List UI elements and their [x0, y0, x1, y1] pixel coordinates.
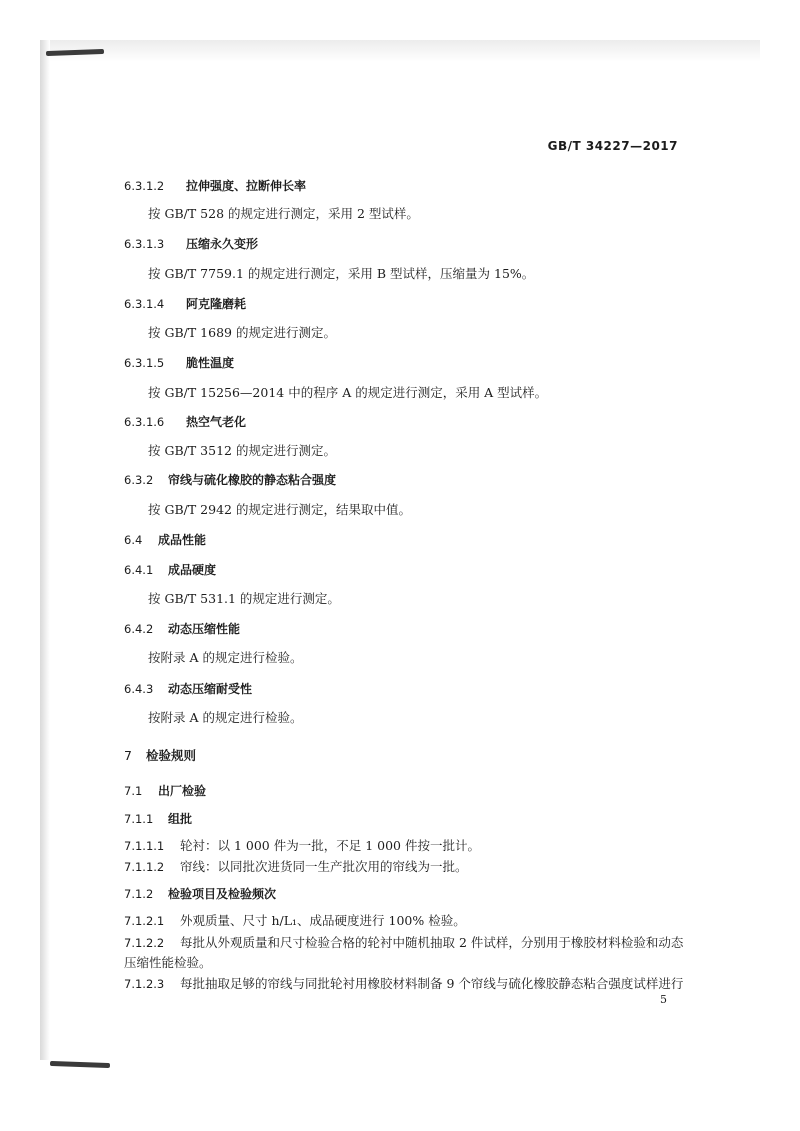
section-heading: [124, 355, 234, 371]
item-number: 7.1.2.3: [124, 977, 165, 991]
section-heading: [124, 414, 246, 430]
section-heading: [124, 178, 306, 194]
section-title: 成品硬度: [168, 563, 217, 577]
paragraph: 按 GB/T 1689 的规定进行测定。: [148, 325, 336, 340]
item-number: 7.1.1.2: [124, 860, 165, 874]
section-title: 热空气老化: [186, 415, 247, 429]
paragraph: 按 GB/T 2942 的规定进行测定，结果取中值。: [148, 502, 411, 517]
paragraph: 按 GB/T 3512 的规定进行测定。: [148, 443, 336, 458]
chapter-heading: [124, 748, 196, 764]
section-number: 7.1.2: [124, 887, 154, 901]
section-heading: [124, 886, 276, 902]
item-text: 外观质量、尺寸 h/L₁、成品硬度进行 100% 检验。: [180, 913, 466, 928]
section-heading: [124, 562, 216, 578]
item-text: 帘线：以同批次进货同一生产批次用的帘线为一批。: [180, 859, 468, 874]
section-number: 6.3.1.5: [124, 356, 165, 370]
paragraph: 按 GB/T 528 的规定进行测定，采用 2 型试样。: [148, 206, 419, 221]
section-heading: [124, 811, 192, 827]
section-heading: [124, 472, 336, 488]
section-number: 6.3.1.2: [124, 179, 165, 193]
section-number: 6.4.1: [124, 563, 154, 577]
item-text: 每批从外观质量和尺寸检验合格的轮衬中随机抽取 2 件试样，分别用于橡胶材料检验和动态: [180, 935, 684, 950]
item-number: 7.1.2.1: [124, 914, 165, 928]
section-title: 脆性温度: [186, 356, 235, 370]
section-number: 6.4: [124, 533, 143, 547]
section-heading: [124, 296, 246, 312]
list-item: [124, 976, 683, 992]
section-heading: [124, 532, 206, 548]
binding-mark-bottom: [50, 1061, 110, 1068]
paragraph: 按附录 A 的规定进行检验。: [148, 650, 303, 665]
section-number: 6.3.1.3: [124, 237, 165, 251]
chapter-number: 7: [124, 748, 132, 763]
item-text: 轮衬：以 1 000 件为一批，不足 1 000 件按一批计。: [180, 838, 480, 853]
section-title: 组批: [168, 812, 193, 826]
page-number: 5: [660, 993, 667, 1006]
section-heading: [124, 783, 206, 799]
section-number: 6.3.1.6: [124, 415, 165, 429]
standard-code: GB/T 34227—2017: [547, 139, 678, 153]
section-title: 阿克隆磨耗: [186, 297, 247, 311]
paragraph: 按附录 A 的规定进行检验。: [148, 710, 303, 725]
section-title: 动态压缩性能: [168, 622, 241, 636]
list-item: [124, 838, 480, 854]
paragraph: 按 GB/T 7759.1 的规定进行测定，采用 B 型试样，压缩量为 15%。: [148, 266, 535, 281]
section-number: 6.3.2: [124, 473, 154, 487]
list-item: [124, 913, 466, 929]
section-number: 6.4.3: [124, 682, 154, 696]
section-number: 7.1.1: [124, 812, 154, 826]
chapter-title: 检验规则: [146, 748, 197, 763]
section-number: 7.1: [124, 784, 143, 798]
section-heading: [124, 621, 240, 637]
item-number: 7.1.2.2: [124, 936, 165, 950]
paragraph: 按 GB/T 15256—2014 中的程序 A 的规定进行测定，采用 A 型试样。: [148, 385, 548, 400]
item-text: 每批抽取足够的帘线与同批轮衬用橡胶材料制备 9 个帘线与硫化橡胶静态粘合强度试样进行: [180, 976, 684, 991]
section-title: 出厂检验: [158, 784, 207, 798]
list-item: [124, 935, 683, 951]
paragraph-continuation: 压缩性能检验。: [124, 955, 212, 970]
section-title: 压缩永久变形: [186, 237, 259, 251]
section-heading: [124, 236, 258, 252]
section-heading: [124, 681, 252, 697]
list-item: [124, 859, 468, 875]
section-number: 6.4.2: [124, 622, 154, 636]
item-number: 7.1.1.1: [124, 839, 165, 853]
section-number: 6.3.1.4: [124, 297, 165, 311]
paragraph: 按 GB/T 531.1 的规定进行测定。: [148, 591, 340, 606]
section-title: 成品性能: [158, 533, 207, 547]
section-title: 拉伸强度、拉断伸长率: [186, 179, 307, 193]
scan-shadow-top: [40, 40, 760, 62]
section-title: 检验项目及检验频次: [168, 887, 277, 901]
section-title: 帘线与硫化橡胶的静态粘合强度: [168, 473, 337, 487]
section-title: 动态压缩耐受性: [168, 682, 253, 696]
scan-shadow-left: [40, 40, 50, 1060]
